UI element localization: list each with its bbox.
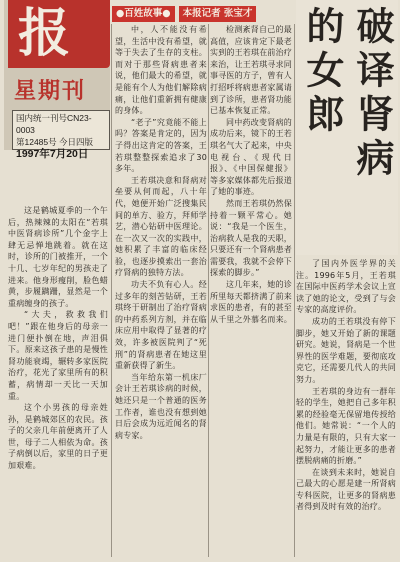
headline-line-2: 的女郎 bbox=[300, 6, 345, 138]
paragraph: 这个小男孩的母亲姓孙，是鹤城郊区的农民。孩子的父亲几年前便离开了人世，母子二人相依为命。孩子病倒以后，家里的日子更加艰难。 bbox=[8, 403, 108, 471]
column-divider bbox=[111, 24, 112, 557]
paragraph: 当年给东第一机床厂会计王若琪诊病的时候，她还只是一个普通的医务工作者，谁也没有想到她日后会成为远近闻名的肾病专家。 bbox=[115, 372, 207, 440]
issue-number: 第12485号 今日四版 bbox=[16, 137, 93, 147]
logo-text: 报 bbox=[18, 3, 71, 64]
paragraph: 在谈到未来时，她说自己最大的心愿是建一所肾病专科医院，让更多的肾病患者得到及时有效的治疗。 bbox=[296, 467, 396, 512]
reporter-byline: 本报记者 张宝才 bbox=[179, 6, 257, 22]
article-column-2 bbox=[115, 24, 207, 557]
paragraph: 了国内外医学界的关注。1996年5月，王若琪在国际中医药学术会议上宣读了她的论文，受到了与会专家的高度评价。 bbox=[296, 259, 396, 315]
paragraph: 功夫不负有心人。经过多年的刻苦钻研，王若琪终于研制出了治疗肾病的中药系列方剂，并在临床应用中取得了显著的疗效，许多被医院判了“死刑”的肾病患者在她这里重新获得了新生。 bbox=[115, 280, 207, 371]
masthead bbox=[4, 0, 110, 160]
issue-info-box bbox=[12, 110, 110, 160]
column-divider bbox=[208, 24, 209, 557]
column-divider bbox=[294, 24, 295, 557]
section-label: ●百姓故事● bbox=[112, 6, 175, 22]
paragraph: 这几年来，她的诊所里每天都挤满了前来求医的患者，有的甚至从千里之外慕名而来。 bbox=[210, 280, 292, 324]
section-banner bbox=[112, 6, 292, 22]
issue-date: 1997年7月20日 bbox=[16, 148, 89, 160]
paragraph: 同中药改变肾病的成功后来，镜下的王若琪名气大了起来，中央电视台、《现代日报》、《中国保健报》等多家媒体都先后报道了她的事迹。 bbox=[210, 117, 292, 197]
headline bbox=[296, 0, 398, 255]
paragraph: “老子”究竟能不能上吗？答案是肯定的，因为子得出这肯定的答案，王若琪整整探索追求了30多年。 bbox=[115, 117, 207, 174]
paragraph: 王若琪的身边有一群年轻的学生，她把自己多年积累的经验毫无保留地传授给他们。她常说：“一个人的力量是有限的，只有大家一起努力，才能让更多的患者摆脱病痛的折磨。” bbox=[296, 386, 396, 466]
paragraph: 王若琪决意和肾病对垒要从何而起，八十年代，她便开始广泛搜集民间的单方、验方，拜师学艺，潜心钻研中医理论。在一次又一次的实践中，她积累了丰富的临床经验，也逐步摸索出一套治疗肾病的独特方法。 bbox=[115, 175, 207, 278]
paragraph: 然而王若琪仍然保持着一颗平常心。她说：“我是一个医生，治病救人是我的天职，只要还有一个肾病患者需要我，我就不会停下探索的脚步。” bbox=[210, 198, 292, 278]
paragraph: 成功的王若琪没有停下脚步，她又开始了新的课题研究。她说，肾病是一个世界性的医学难题，要彻底攻克它，还需要几代人的共同努力。 bbox=[296, 316, 396, 384]
edition-title: 星期刊 bbox=[14, 79, 87, 104]
paragraph: 检测紊肾自己的最高值，应该肯定下最老实到的王若琪在前治疗来治，让王若琪寻求同事寻医的方子，曾有人打招呼将病患者家属请到了诊所，患者肾功能已基本恢复正常。 bbox=[210, 25, 292, 116]
issn-number: 国内统一刊号CN23-0003 bbox=[16, 113, 92, 135]
article-column-3 bbox=[210, 24, 292, 557]
newspaper-logo bbox=[8, 0, 110, 68]
paragraph: “大夫，救救我们吧！”跟在他身后的母亲一进门便扑倒在地，声泪俱下。原来这孩子患的是慢性肾功能衰竭，辗转多家医院治疗，花光了家里所有的积蓄，病情却一天比一天加重。 bbox=[8, 310, 108, 401]
paragraph: 中，人不能没有希望，生活中没有希望，就等于失去了生存的支柱。而对于那些肾病患者来说，他们最大的希望，就是能有个人为他们解除病痛，让他们重新拥有健康的身体。 bbox=[115, 25, 207, 116]
headline-line-1: 破译肾病 bbox=[350, 6, 395, 182]
article-column-4 bbox=[296, 258, 396, 558]
article-column-1 bbox=[8, 205, 108, 557]
paragraph: 这是鹤城夏季的一个午后，热辣辣的太阳在“若琪中医肾病诊所”几个金字上肆无忌惮地跳着。就在这时，诊所的门被推开，一个十几、七岁年纪的男孩走了进来。他身形瘦削，脸色蜡黄，步履蹒跚，显然是一个重病缠身的孩子。 bbox=[8, 206, 108, 308]
